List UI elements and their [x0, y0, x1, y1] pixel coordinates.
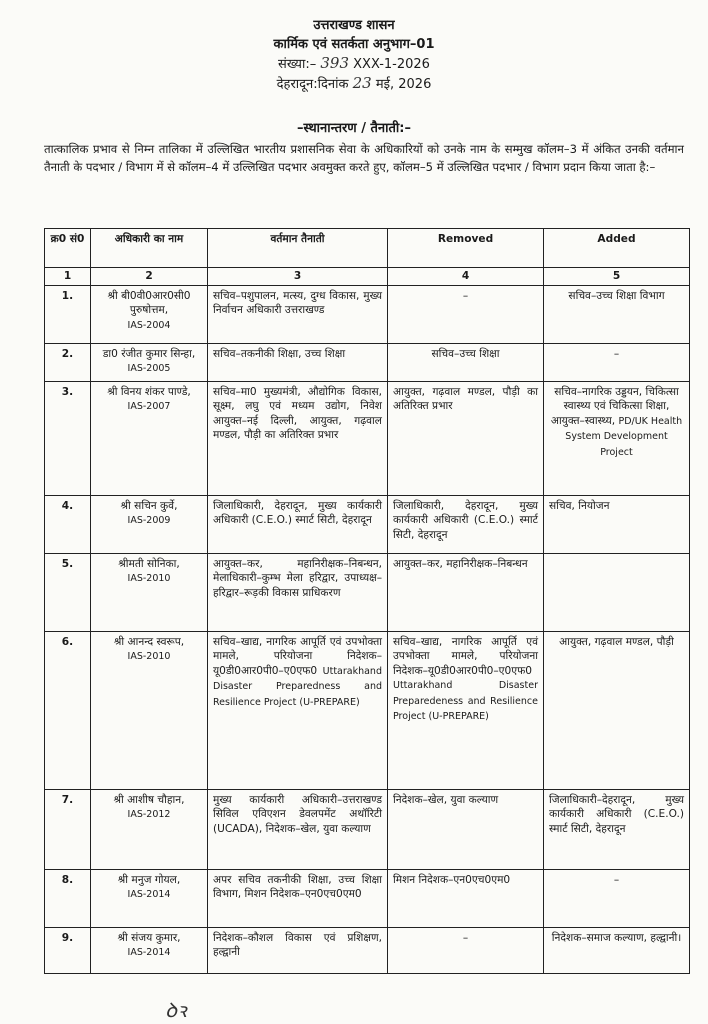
transfer-table: [44, 228, 690, 974]
officer-name-text: डा0 रंजीत कुमार सिन्हा,: [102, 347, 196, 360]
officer-name: [91, 631, 208, 789]
col-number: 3: [208, 268, 388, 286]
header-officer-name: अधिकारी का नाम: [91, 229, 208, 268]
officer-name: [91, 927, 208, 973]
removed-charge: [388, 631, 544, 789]
added-charge: जिलाधिकारी–देहरादून, मुख्य कार्यकारी अधिकारी (C.E.O.) स्मार्ट सिटी, देहरादून: [544, 789, 690, 869]
added-charge: आयुक्त, गढ़वाल मण्डल, पौड़ी: [544, 631, 690, 789]
intro-paragraph: तात्कालिक प्रभाव से निम्न तालिका में उल्लिखित भारतीय प्रशासनिक सेवा के अधिकारियों को उनके नाम के सम्मुख कॉलम–3 में अंकित उनकी वर्तमान तैनाती के पदभार / विभाग में से कॉलम–4 में उल्लिखित पदभार अवमुक्त करते हुए, कॉलम–5 में उल्लिखित पदभार / विभाग प्रदान किया जाता है:–: [44, 142, 684, 174]
table-row: [45, 285, 690, 343]
added-charge-english: PD/UK Health System Development Project: [565, 415, 683, 458]
officer-name: [91, 381, 208, 495]
current-posting: सचिव–मा0 मुख्यमंत्री, औद्योगिक विकास, सूक्ष्म, लघु एवं मध्यम उद्योग, निवेश आयुक्त–नई दिल्ली, आयुक्त, गढ़वाल मण्डल, पौड़ी का अतिरिक्त प्रभार: [208, 381, 388, 495]
officer-name: [91, 495, 208, 553]
table-row: [45, 495, 690, 553]
issue-date: [0, 74, 708, 94]
ref-suffix: XXX-1-2026: [353, 57, 430, 72]
reference-number: [0, 54, 708, 74]
removed-charge-text: सचिव–खाद्य, नागरिक आपूर्ति एवं उपभोक्ता मामले, परियोजना निदेशक–यू0डी0आर0पी0–ए0एफ0: [393, 635, 538, 677]
row-serial: 4.: [45, 495, 91, 553]
current-posting: सचिव–तकनीकी शिक्षा, उच्च शिक्षा: [208, 343, 388, 381]
current-posting: आयुक्त–कर, महानिरीक्षक–निबन्धन, मेलाधिकारी–कुम्भ मेला हरिद्वार, उपाध्यक्ष–हरिद्वार–रूड़की विकास प्राधिकरण: [208, 553, 388, 631]
removed-charge-english: Uttarakhand Disaster Preparedeness and Resilience Project (U-PREPARE): [393, 680, 538, 722]
officer-name-text: श्री आशीष चौहान,: [113, 793, 185, 806]
officer-batch: IAS-2014: [127, 947, 171, 958]
row-serial: 1.: [45, 285, 91, 343]
officer-name-text: श्री विनय शंकर पाण्डे,: [107, 385, 191, 398]
header-serial: क्र0 सं0: [45, 229, 91, 268]
current-posting-text: सचिव–खाद्य, नागरिक आपूर्ति एवं उपभोक्ता मामले, परियोजना निदेशक–यू0डी0आर0पी0–ए0एफ0: [213, 635, 382, 677]
officer-batch: IAS-2009: [127, 515, 171, 526]
officer-name: [91, 553, 208, 631]
current-posting: मुख्य कार्यकारी अधिकारी–उत्तराखण्ड सिविल एविएशन डेवलपमेंट अथॉरिटी (UCADA), निदेशक–खेल, युवा कल्याण: [208, 789, 388, 869]
table-row: [45, 553, 690, 631]
removed-charge: –: [388, 927, 544, 973]
removed-charge: सचिव–उच्च शिक्षा: [388, 343, 544, 381]
col-number: 1: [45, 268, 91, 286]
row-serial: 5.: [45, 553, 91, 631]
officer-name-text: श्री आनन्द स्वरूप,: [113, 635, 185, 648]
col-number: 2: [91, 268, 208, 286]
current-posting: अपर सचिव तकनीकी शिक्षा, उच्च शिक्षा विभाग, मिशन निदेशक–एन0एच0एम0: [208, 869, 388, 927]
removed-charge: जिलाधिकारी, देहरादून, मुख्य कार्यकारी अधिकारी (C.E.O.) स्मार्ट सिटी, देहरादून: [388, 495, 544, 553]
added-charge: निदेशक–समाज कल्याण, हल्द्वानी।: [544, 927, 690, 973]
removed-charge: मिशन निदेशक–एन0एच0एम0: [388, 869, 544, 927]
table-row: [45, 381, 690, 495]
ref-number-handwritten: 393: [320, 54, 349, 72]
table-row: [45, 631, 690, 789]
officer-name: [91, 343, 208, 381]
added-charge: [544, 381, 690, 495]
row-serial: 3.: [45, 381, 91, 495]
document-header: [0, 16, 708, 94]
officer-batch: IAS-2010: [127, 651, 171, 662]
added-charge: –: [544, 343, 690, 381]
col-number: 5: [544, 268, 690, 286]
added-charge-text: सचिव–नागरिक उड्डयन, चिकित्सा स्वास्थ्य एवं चिकित्सा शिक्षा, आयुक्त–स्वास्थ्य,: [550, 385, 679, 427]
officer-batch: IAS-2004: [127, 319, 171, 331]
added-charge: [544, 553, 690, 631]
removed-charge: –: [388, 285, 544, 343]
officer-name-text: श्रीमती सोनिका,: [118, 557, 180, 570]
column-number-row: [45, 268, 690, 286]
table-header-row: [45, 229, 690, 268]
officer-name: [91, 869, 208, 927]
header-removed: Removed: [388, 229, 544, 268]
subject-line: –स्थानान्तरण / तैनाती:–: [297, 121, 411, 136]
officer-name-text: श्री संजय कुमार,: [117, 931, 181, 944]
header-current-posting: वर्तमान तैनाती: [208, 229, 388, 268]
table-row: [45, 869, 690, 927]
added-charge: सचिव–उच्च शिक्षा विभाग: [544, 285, 690, 343]
row-serial: 8.: [45, 869, 91, 927]
added-charge: –: [544, 869, 690, 927]
current-posting: जिलाधिकारी, देहरादून, मुख्य कार्यकारी अधिकारी (C.E.O.) स्मार्ट सिटी, देहरादून: [208, 495, 388, 553]
officer-name: [91, 285, 208, 343]
officer-name: [91, 789, 208, 869]
removed-charge: आयुक्त, गढ़वाल मण्डल, पौड़ी का अतिरिक्त प्रभार: [388, 381, 544, 495]
col-number: 4: [388, 268, 544, 286]
officer-batch: IAS-2005: [127, 363, 171, 374]
date-prefix: देहरादून:दिनांक: [276, 77, 349, 92]
govt-name: उत्तराखण्ड शासन: [313, 18, 395, 33]
officer-batch: IAS-2012: [127, 809, 171, 820]
row-serial: 2.: [45, 343, 91, 381]
current-posting-english: Uttarakhand Disaster Preparedness and Resilience Project (U-PREPARE): [213, 665, 382, 708]
current-posting: सचिव–पशुपालन, मत्स्य, दुग्ध विकास, मुख्य निर्वाचन अधिकारी उत्तराखण्ड: [208, 285, 388, 343]
removed-charge: निदेशक–खेल, युवा कल्याण: [388, 789, 544, 869]
current-posting: [208, 631, 388, 789]
officer-batch: IAS-2007: [127, 401, 171, 412]
officer-batch: IAS-2010: [127, 573, 171, 584]
officer-batch: IAS-2014: [127, 889, 171, 900]
officer-name-text: श्री सचिन कुर्वे,: [120, 499, 178, 512]
removed-charge: आयुक्त–कर, महानिरीक्षक–निबन्धन: [388, 553, 544, 631]
row-serial: 7.: [45, 789, 91, 869]
current-posting: निदेशक–कौशल विकास एवं प्रशिक्षण, हल्द्वानी: [208, 927, 388, 973]
signature-mark: ꝺꝛ: [165, 998, 187, 1022]
date-day-handwritten: 23: [352, 74, 372, 92]
row-serial: 6.: [45, 631, 91, 789]
department-name: कार्मिक एवं सतर्कता अनुभाग–01: [273, 37, 435, 52]
officer-name-text: श्री बी0वी0आर0सी0 पुरुषोत्तम,: [107, 289, 191, 316]
row-serial: 9.: [45, 927, 91, 973]
header-added: Added: [544, 229, 690, 268]
table-row: [45, 789, 690, 869]
table-row: [45, 927, 690, 973]
ref-prefix: संख्या:–: [278, 57, 317, 72]
table-row: [45, 343, 690, 381]
added-charge: सचिव, नियोजन: [544, 495, 690, 553]
date-suffix: मई, 2026: [375, 77, 432, 92]
officer-name-text: श्री मनुज गोयल,: [117, 873, 181, 886]
